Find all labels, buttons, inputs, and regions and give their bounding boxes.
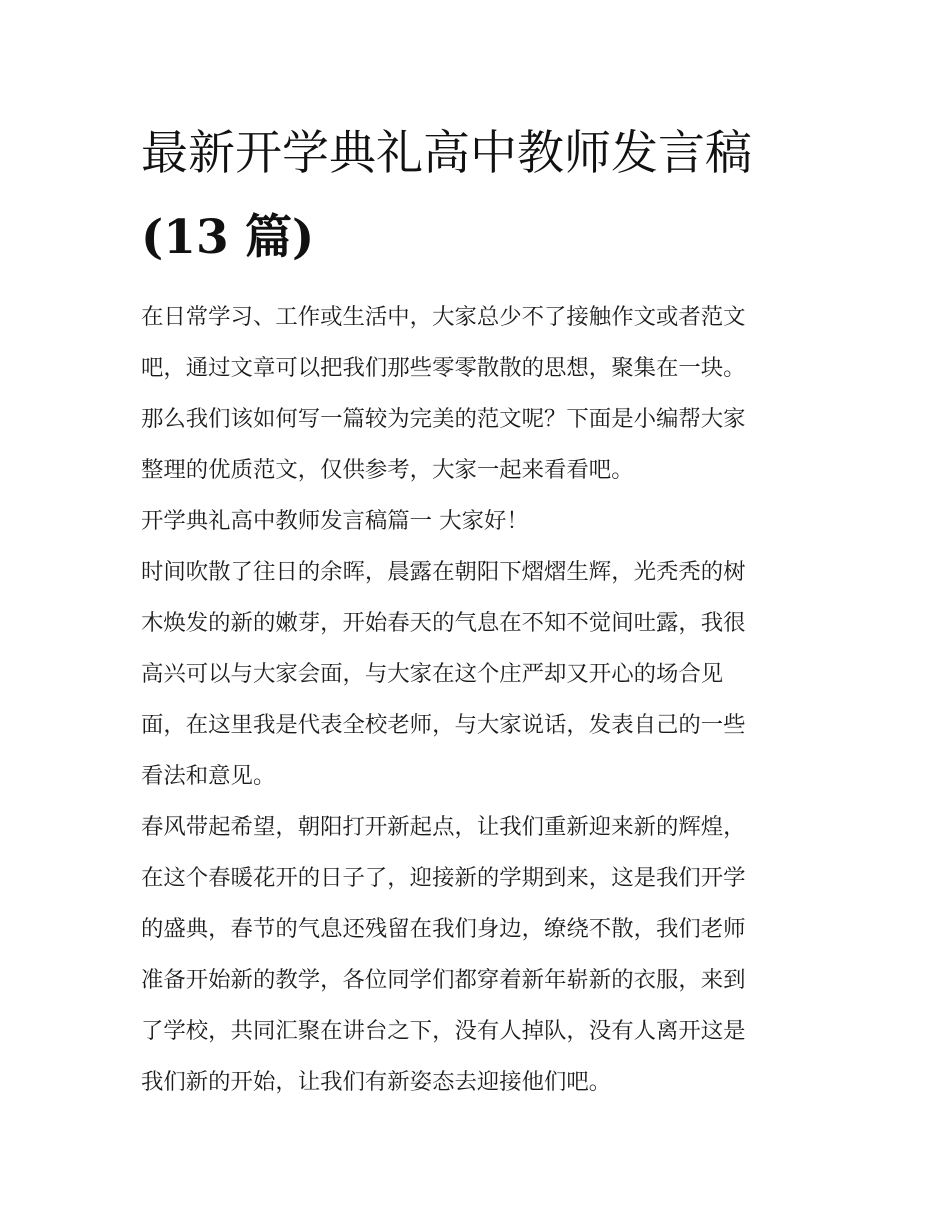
text-line: 那么我们该如何写一篇较为完美的范文呢？下面是小编帮大家 [141, 406, 746, 432]
text-line: 开学典礼高中教师发言稿篇一 大家好！ [141, 508, 529, 534]
text-line: 看法和意见。 [141, 763, 276, 789]
paragraph-body-1 [141, 547, 813, 802]
document-body [141, 292, 813, 1108]
paragraph-body-2 [141, 802, 813, 1108]
text-line: 木焕发的新的嫩芽，开始春天的气息在不知不觉间吐露，我很 [141, 610, 746, 636]
text-line: 我们新的开始，让我们有新姿态去迎接他们吧。 [141, 1069, 612, 1095]
text-line: 高兴可以与大家会面，与大家在这个庄严却又开心的场合见 [141, 661, 724, 687]
text-line: 吧，通过文章可以把我们那些零零散散的思想，聚集在一块。 [141, 355, 746, 381]
text-line: 时间吹散了往日的余晖，晨露在朝阳下熠熠生辉，光秃秃的树 [141, 559, 746, 585]
text-line: 在这个春暖花开的日子了，迎接新的学期到来，这是我们开学 [141, 865, 746, 891]
text-line: 整理的优质范文，仅供参考，大家一起来看看吧。 [141, 457, 634, 483]
title-line-1: 最新开学典礼高中教师发言稿 [141, 126, 752, 181]
document-content [141, 112, 813, 1108]
document-title [141, 112, 813, 280]
paragraph-intro [141, 292, 813, 496]
text-line: 的盛典，春节的气息还残留在我们身边，缭绕不散，我们老师 [141, 916, 746, 942]
text-line: 了学校，共同汇聚在讲台之下，没有人掉队，没有人离开这是 [141, 1018, 746, 1044]
text-line: 在日常学习、工作或生活中，大家总少不了接触作文或者范文 [141, 304, 746, 330]
text-line: 准备开始新的教学，各位同学们都穿着新年崭新的衣服，来到 [141, 967, 746, 993]
title-line-2: (13 篇) [141, 210, 315, 265]
text-line: 春风带起希望，朝阳打开新起点，让我们重新迎来新的辉煌， [141, 814, 746, 840]
text-line: 面，在这里我是代表全校老师，与大家说话，发表自己的一些 [141, 712, 746, 738]
paragraph-section-heading [141, 496, 813, 547]
